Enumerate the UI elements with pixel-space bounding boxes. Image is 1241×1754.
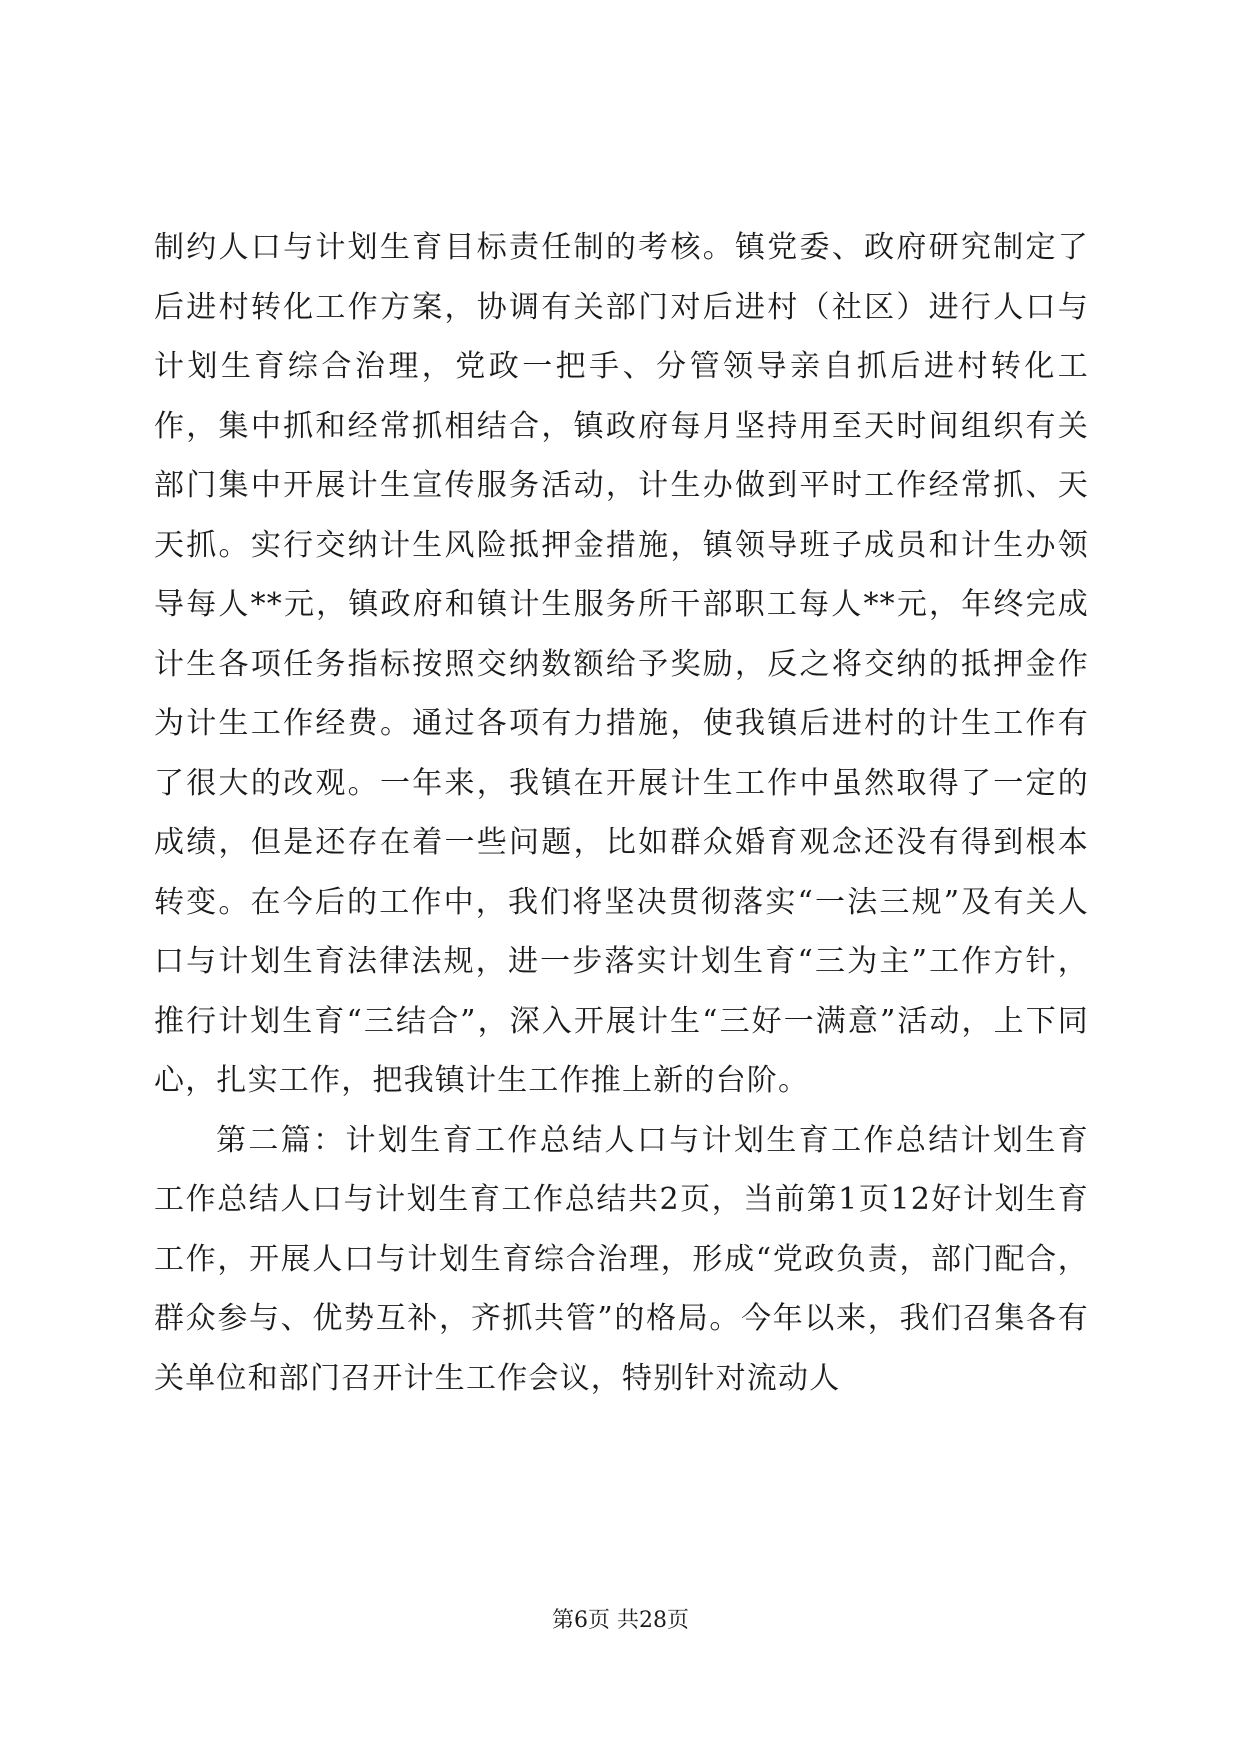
paragraph-second-article: 第二篇：计划生育工作总结人口与计划生育工作总结计划生育工作总结人口与计划生育工作总结共2页，当前第1页12好计划生育工作，开展人口与计划生育综合治理，形成“党政负责，部门配合，群众参与、优势互补，齐抓共管”的格局。今年以来，我们召集各有关单位和部门召开计生工作会议，特别针对流动人 — [154, 1122, 1089, 1396]
document-body — [154, 218, 1089, 1408]
paragraph-continued: 制约人口与计划生育目标责任制的考核。镇党委、政府研究制定了后进村转化工作方案，协调有关部门对后进村（社区）进行人口与计划生育综合治理，党政一把手、分管领导亲自抓后进村转化工作，集中抓和经常抓相结合，镇政府每月坚持用至天时间组织有关部门集中开展计生宣传服务活动，计生办做到平时工作经常抓、天天抓。实行交纳计生风险抵押金措施，镇领导班子成员和计生办领导每人**元，镇政府和镇计生服务所干部职工每人**元，年终完成计生各项任务指标按照交纳数额给予奖励，反之将交纳的抵押金作为计生工作经费。通过各项有力措施，使我镇后进村的计生工作有了很大的改观。一年来，我镇在开展计生工作中虽然取得了一定的成绩，但是还存在着一些问题，比如群众婚育观念还没有得到根本转变。在今后的工作中，我们将坚决贯彻落实“一法三规”及有关人口与计划生育法律法规，进一步落实计划生育“三为主”工作方针，推行计划生育“三结合”，深入开展计生“三好一满意”活动，上下同心，扎实工作，把我镇计生工作推上新的台阶。 — [154, 230, 1089, 1098]
page-number-footer: 第6页 共28页 — [552, 1608, 689, 1633]
